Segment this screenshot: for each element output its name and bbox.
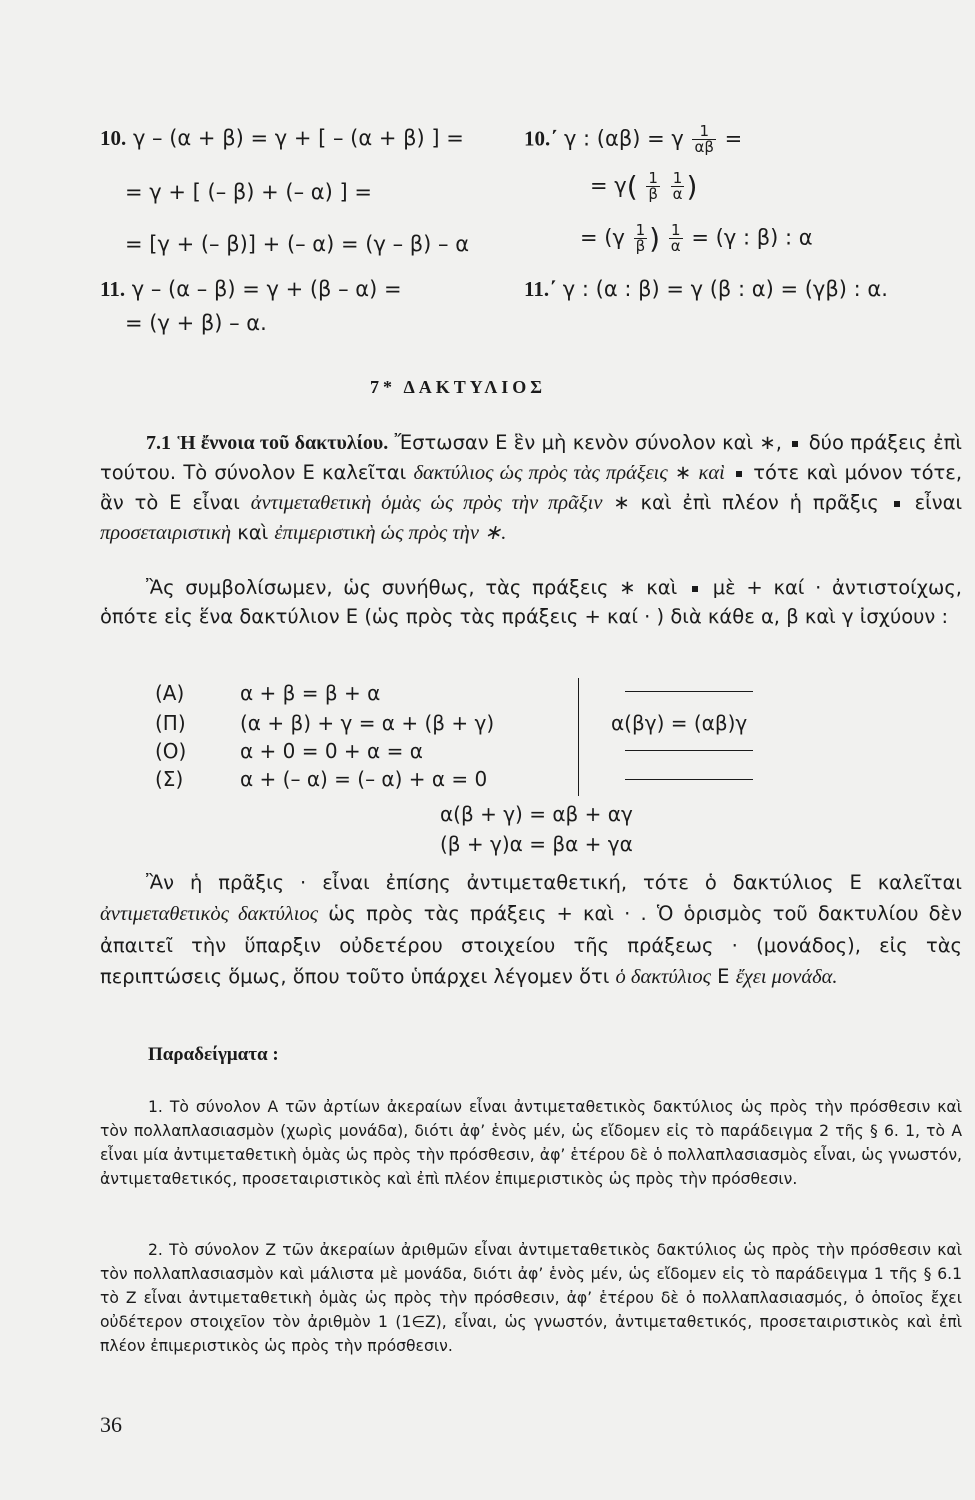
- fraction-numerator: 1: [634, 223, 648, 239]
- formula-10p-line2-start: = γ: [590, 173, 627, 198]
- p3-text-a: Ἂν ἡ πρᾶξις · εἶναι ἐπίσης ἀντιμεταθετική, τότε ὁ δακτύλιος Ε καλεῖται: [146, 871, 962, 894]
- p1-text-i: εἶναι: [914, 491, 963, 514]
- example-1-number: 1.: [148, 1098, 163, 1116]
- fraction-numerator: 1: [671, 171, 685, 187]
- section-heading: 7* ΔΑΚΤΥΛΙΟΣ: [370, 377, 547, 397]
- distributive-law-right: (β + γ)α = βα + γα: [440, 832, 633, 856]
- right-paren: ): [686, 170, 698, 203]
- formula-11-line1: [100, 277, 402, 302]
- fraction-denominator: β: [635, 237, 646, 255]
- formula-10p-line3: [580, 222, 813, 255]
- formula-10-line1: [100, 126, 464, 151]
- p1-italic-associative: προσεταιριστικὴ: [100, 522, 232, 544]
- p3-italic-ring: ὁ δακτύλιος: [615, 966, 711, 988]
- p1-italic-ring: δακτύλιος ὡς πρὸς τὰς πράξεις: [413, 462, 668, 484]
- fraction-1-over-beta: [646, 171, 660, 202]
- formula-11p-line1: [524, 277, 888, 302]
- p1-text-k: καὶ: [237, 521, 269, 544]
- examples-title: Παραδείγματα :: [148, 1044, 279, 1065]
- example-2-text: Τὸ σύνολον Ζ τῶν ἀκεραίων ἀριθμῶν εἶναι ἀντιμεταθετικὸς δακτύλιος ὡς πρὸς τὴν πρόσθεσιν καὶ τὸν πολλαπλασιασμὸν καὶ μάλιστα μὲ μονάδα, διότι ἀφ’ ἑνὸς μέν, ὡς εἴδομεν εἰς τὸ παράδειγμα 1 τῆς § 6.1 τὸ Ζ εἶναι ἀντιμεταθετικὴ ὁμὰς ὡς πρὸς τὴν πρόσθεσιν, ἀφ’ ἑτέρου δὲ ὁ πολλαπλασιασμός, ὁ ὁποῖος ἔχει οὐδέτερον στοιχεῖον τὸν ἀριθμὸν 1 (1∈Ζ), εἶναι, ὡς γνωστόν, ἀντιμεταθετικός, προσεταιριστικὸς καὶ ἐπὶ πλέον ἐπιμεριστικὸς ὡς πρὸς τὴν πρόσθεσιν.: [100, 1241, 962, 1355]
- fraction-1-over-alpha: [671, 171, 685, 202]
- fraction-1-over-alpha-beta: [692, 124, 715, 155]
- p1-italic-distributive: ἐπιμεριστικὴ ὡς πρὸς τὴν ∗.: [274, 522, 507, 544]
- fraction-1-over-alpha-2: [669, 223, 683, 254]
- p1-italic-and: καὶ: [698, 462, 725, 484]
- fraction-1-over-beta-2: [634, 223, 648, 254]
- page-number: 36: [100, 1412, 122, 1437]
- p3-text-e: Ε: [717, 965, 730, 988]
- p1-text-a: Ἔστωσαν Ε ἓν μὴ κενὸν σύνολον καὶ ∗,: [394, 431, 782, 454]
- operation-square-icon: [894, 501, 900, 507]
- formula-10-line2: = γ + [ (– β) + (– α) ] =: [125, 180, 372, 204]
- formula-10p-text-a: γ : (αβ) = γ: [563, 126, 684, 151]
- column-divider: [578, 678, 579, 796]
- axiom-additive: α + 0 = 0 + α = α: [240, 739, 423, 763]
- formula-10p-line2: [590, 170, 697, 203]
- p1-text-h: ∗ καὶ ἐπὶ πλέον ἡ πρᾶξις: [613, 491, 879, 514]
- p1-text-b: δύο πράξεις ἐπὶ τούτου. Τὸ σύνολον Ε καλεῖται: [100, 431, 962, 484]
- operation-square-icon: [692, 586, 698, 592]
- p1-star: ∗: [674, 461, 692, 484]
- blank-entry-line: [625, 691, 753, 692]
- fraction-denominator: β: [648, 185, 658, 203]
- axiom-label: (Ο): [155, 739, 187, 763]
- formula-10-line3: = [γ + (– β)] + (– α) = (γ – β) – α: [125, 232, 470, 256]
- blank-entry-line: [625, 779, 753, 780]
- fraction-numerator: 1: [646, 171, 660, 187]
- fraction-denominator: α: [672, 185, 683, 203]
- formula-11-line2: = (γ + β) – α.: [125, 311, 267, 335]
- paragraph-notation: [100, 573, 962, 631]
- subsection-title: Ἡ ἔννοια τοῦ δακτυλίου.: [177, 432, 389, 454]
- formula-11p-label: 11.΄: [524, 277, 557, 301]
- formula-10-label: 10.: [100, 126, 127, 150]
- p2-text-b: μὲ + καί · ἀντιστοίχως, ὁπότε εἰς ἕνα δακτύλιον Ε (ὡς πρὸς τὰς πράξεις + καί · ) διὰ κάθε α, β καὶ γ ἰσχύουν :: [100, 576, 962, 628]
- example-2: [100, 1238, 962, 1358]
- p2-text-a: Ἂς συμβολίσωμεν, ὡς συνήθως, τὰς πράξεις ∗ καὶ: [146, 576, 678, 599]
- example-2-number: 2.: [148, 1241, 163, 1259]
- formula-11-text: γ – (α – β) = γ + (β – α) =: [131, 277, 402, 301]
- fraction-denominator: αβ: [694, 138, 714, 156]
- axiom-label: (Π): [155, 711, 186, 735]
- axiom-additive: α + (– α) = (– α) + α = 0: [240, 767, 488, 791]
- formula-10p-line3-start: = (γ: [580, 225, 625, 250]
- formula-10p-text-b: =: [724, 126, 743, 151]
- formula-10-text: γ – (α + β) = γ + [ – (α + β) ] =: [132, 126, 464, 150]
- formula-10p-label: 10.΄: [524, 126, 558, 151]
- subsection-number: 7.1: [146, 432, 171, 454]
- paragraph-commutative: [100, 867, 962, 993]
- left-paren: (: [626, 170, 638, 203]
- formula-11p-text: γ : (α : β) = γ (β : α) = (γβ) : α.: [562, 277, 888, 301]
- formula-10p-line1: [524, 124, 742, 155]
- example-1-text: Τὸ σύνολον Α τῶν ἀρτίων ἀκεραίων εἶναι ἀντιμεταθετικὸς δακτύλιος ὡς πρὸς τὴν πρόσθεσιν καὶ τὸν πολλαπλασιασμὸν (χωρὶς μονάδα), διότι ἀφ’ ἑνὸς μέν, ὡς εἴδομεν εἰς τὸ παράδειγμα 2 τῆς § 6. 1, τὸ Α εἶναι μία ἀντιμεταθετικὴ ὁμὰς ὡς πρὸς τὴν πρόσθεσιν, ἀφ’ ἑτέρου δὲ ὁ πολλαπλασιασμὸς εἶναι, ὡς γνωστόν, ἀντιμεταθετικός, προσεταιριστικὸς καὶ ἐπὶ πλέον ἐπιμεριστικὸς ὡς πρὸς τὴν πρόσθεσιν.: [100, 1098, 962, 1188]
- distributive-law-left: α(β + γ) = αβ + αγ: [440, 802, 633, 826]
- axiom-additive: (α + β) + γ = α + (β + γ): [240, 711, 495, 735]
- fraction-numerator: 1: [669, 223, 683, 239]
- fraction-numerator: 1: [692, 124, 715, 140]
- axiom-additive: α + β = β + α: [240, 681, 381, 705]
- p1-italic-abelian: ἀντιμεταθετικὴ ὁμὰς ὡς πρὸς τὴν πρᾶξιν: [250, 492, 603, 514]
- p3-italic-commutative-ring: ἀντιμεταθετικὸς δακτύλιος: [100, 903, 319, 925]
- blank-entry-line: [625, 750, 753, 751]
- formula-10p-line3-end: = (γ : β) : α: [691, 225, 813, 250]
- right-paren: ): [649, 222, 661, 255]
- formula-11-label: 11.: [100, 277, 126, 301]
- axiom-multiplicative: α(βγ) = (αβ)γ: [611, 711, 748, 735]
- p3-text-c: ὡς πρὸς τὰς πράξεις + καὶ · . Ὁ ὁρισμὸς τοῦ δακτυλίου δὲν ἀπαιτεῖ τὴν ὕπαρξιν οὐδετέρου στοιχείου τῆς πράξεως · (μονάδος), εἰς τὰς περιπτώσεις ὅμως, ὅπου τοῦτο ὑπάρχει λέγομεν ὅτι: [100, 902, 962, 988]
- operation-square-icon: [792, 441, 798, 447]
- p3-italic-has-unit: ἔχει μονάδα.: [735, 966, 838, 988]
- axiom-label: (Σ): [155, 767, 184, 791]
- p1-text-f: τότε καὶ μόνον τότε, ἂν τὸ Ε εἶναι: [100, 461, 963, 514]
- operation-square-icon: [736, 471, 742, 477]
- paragraph-definition: [100, 428, 962, 548]
- example-1: [100, 1095, 962, 1191]
- fraction-denominator: α: [670, 237, 681, 255]
- axiom-label: (Α): [155, 681, 185, 705]
